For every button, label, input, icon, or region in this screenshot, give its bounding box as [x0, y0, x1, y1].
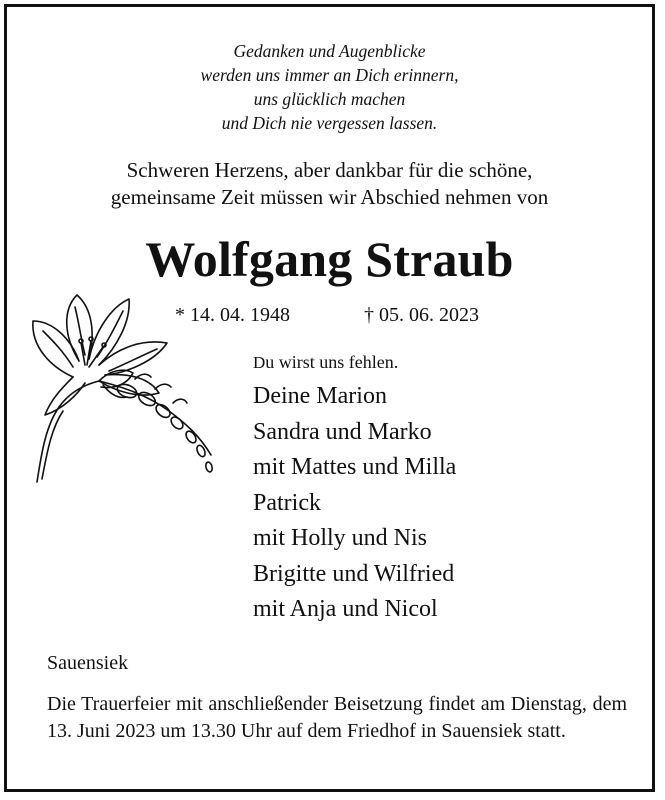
closing-line: [253, 349, 398, 376]
poem-line: werden uns immer an Dich erinnern,: [200, 65, 459, 85]
deceased-name: Wolfgang Straub: [145, 231, 514, 287]
poem-line: uns glücklich machen: [253, 89, 406, 109]
intro-line: gemeinsame Zeit müssen wir Abschied nehmen von: [110, 185, 549, 209]
birth-date: * 14. 04. 1948: [175, 304, 290, 326]
closing-rest: u wirst uns fehlen.: [265, 352, 399, 372]
poem-line: Gedanken und Augenblicke: [233, 41, 426, 61]
obituary-frame: [4, 4, 655, 792]
family-member: Brigitte und Wilfried: [253, 560, 455, 587]
poem: [7, 39, 652, 135]
family-member: mit Holly und Nis: [253, 525, 428, 551]
family-member: mit Anja und Nicol: [253, 596, 438, 622]
place-name: Sauensiek: [47, 652, 129, 674]
family-member: Sandra und Marko: [253, 418, 432, 445]
ceremony-info: Die Trauerfeier mit anschließender Beisetzung findet am Dienstag, dem 13. Juni 2023 um 13.30 Uhr auf dem Friedhof in Sauensiek statt.: [47, 693, 627, 742]
intro-text: [7, 157, 652, 211]
family-list: [253, 379, 456, 628]
family-member: mit Mattes und Milla: [253, 454, 457, 480]
family-member: Deine Marion: [253, 383, 387, 409]
freesia-flower-icon: [23, 287, 223, 487]
death-date: † 05. 06. 2023: [364, 304, 479, 326]
poem-line: und Dich nie vergessen lassen.: [221, 113, 438, 133]
family-member: Patrick: [253, 489, 321, 516]
intro-line: Schweren Herzens, aber dankbar für die schöne,: [126, 158, 533, 182]
closing-initial: D: [253, 353, 266, 372]
